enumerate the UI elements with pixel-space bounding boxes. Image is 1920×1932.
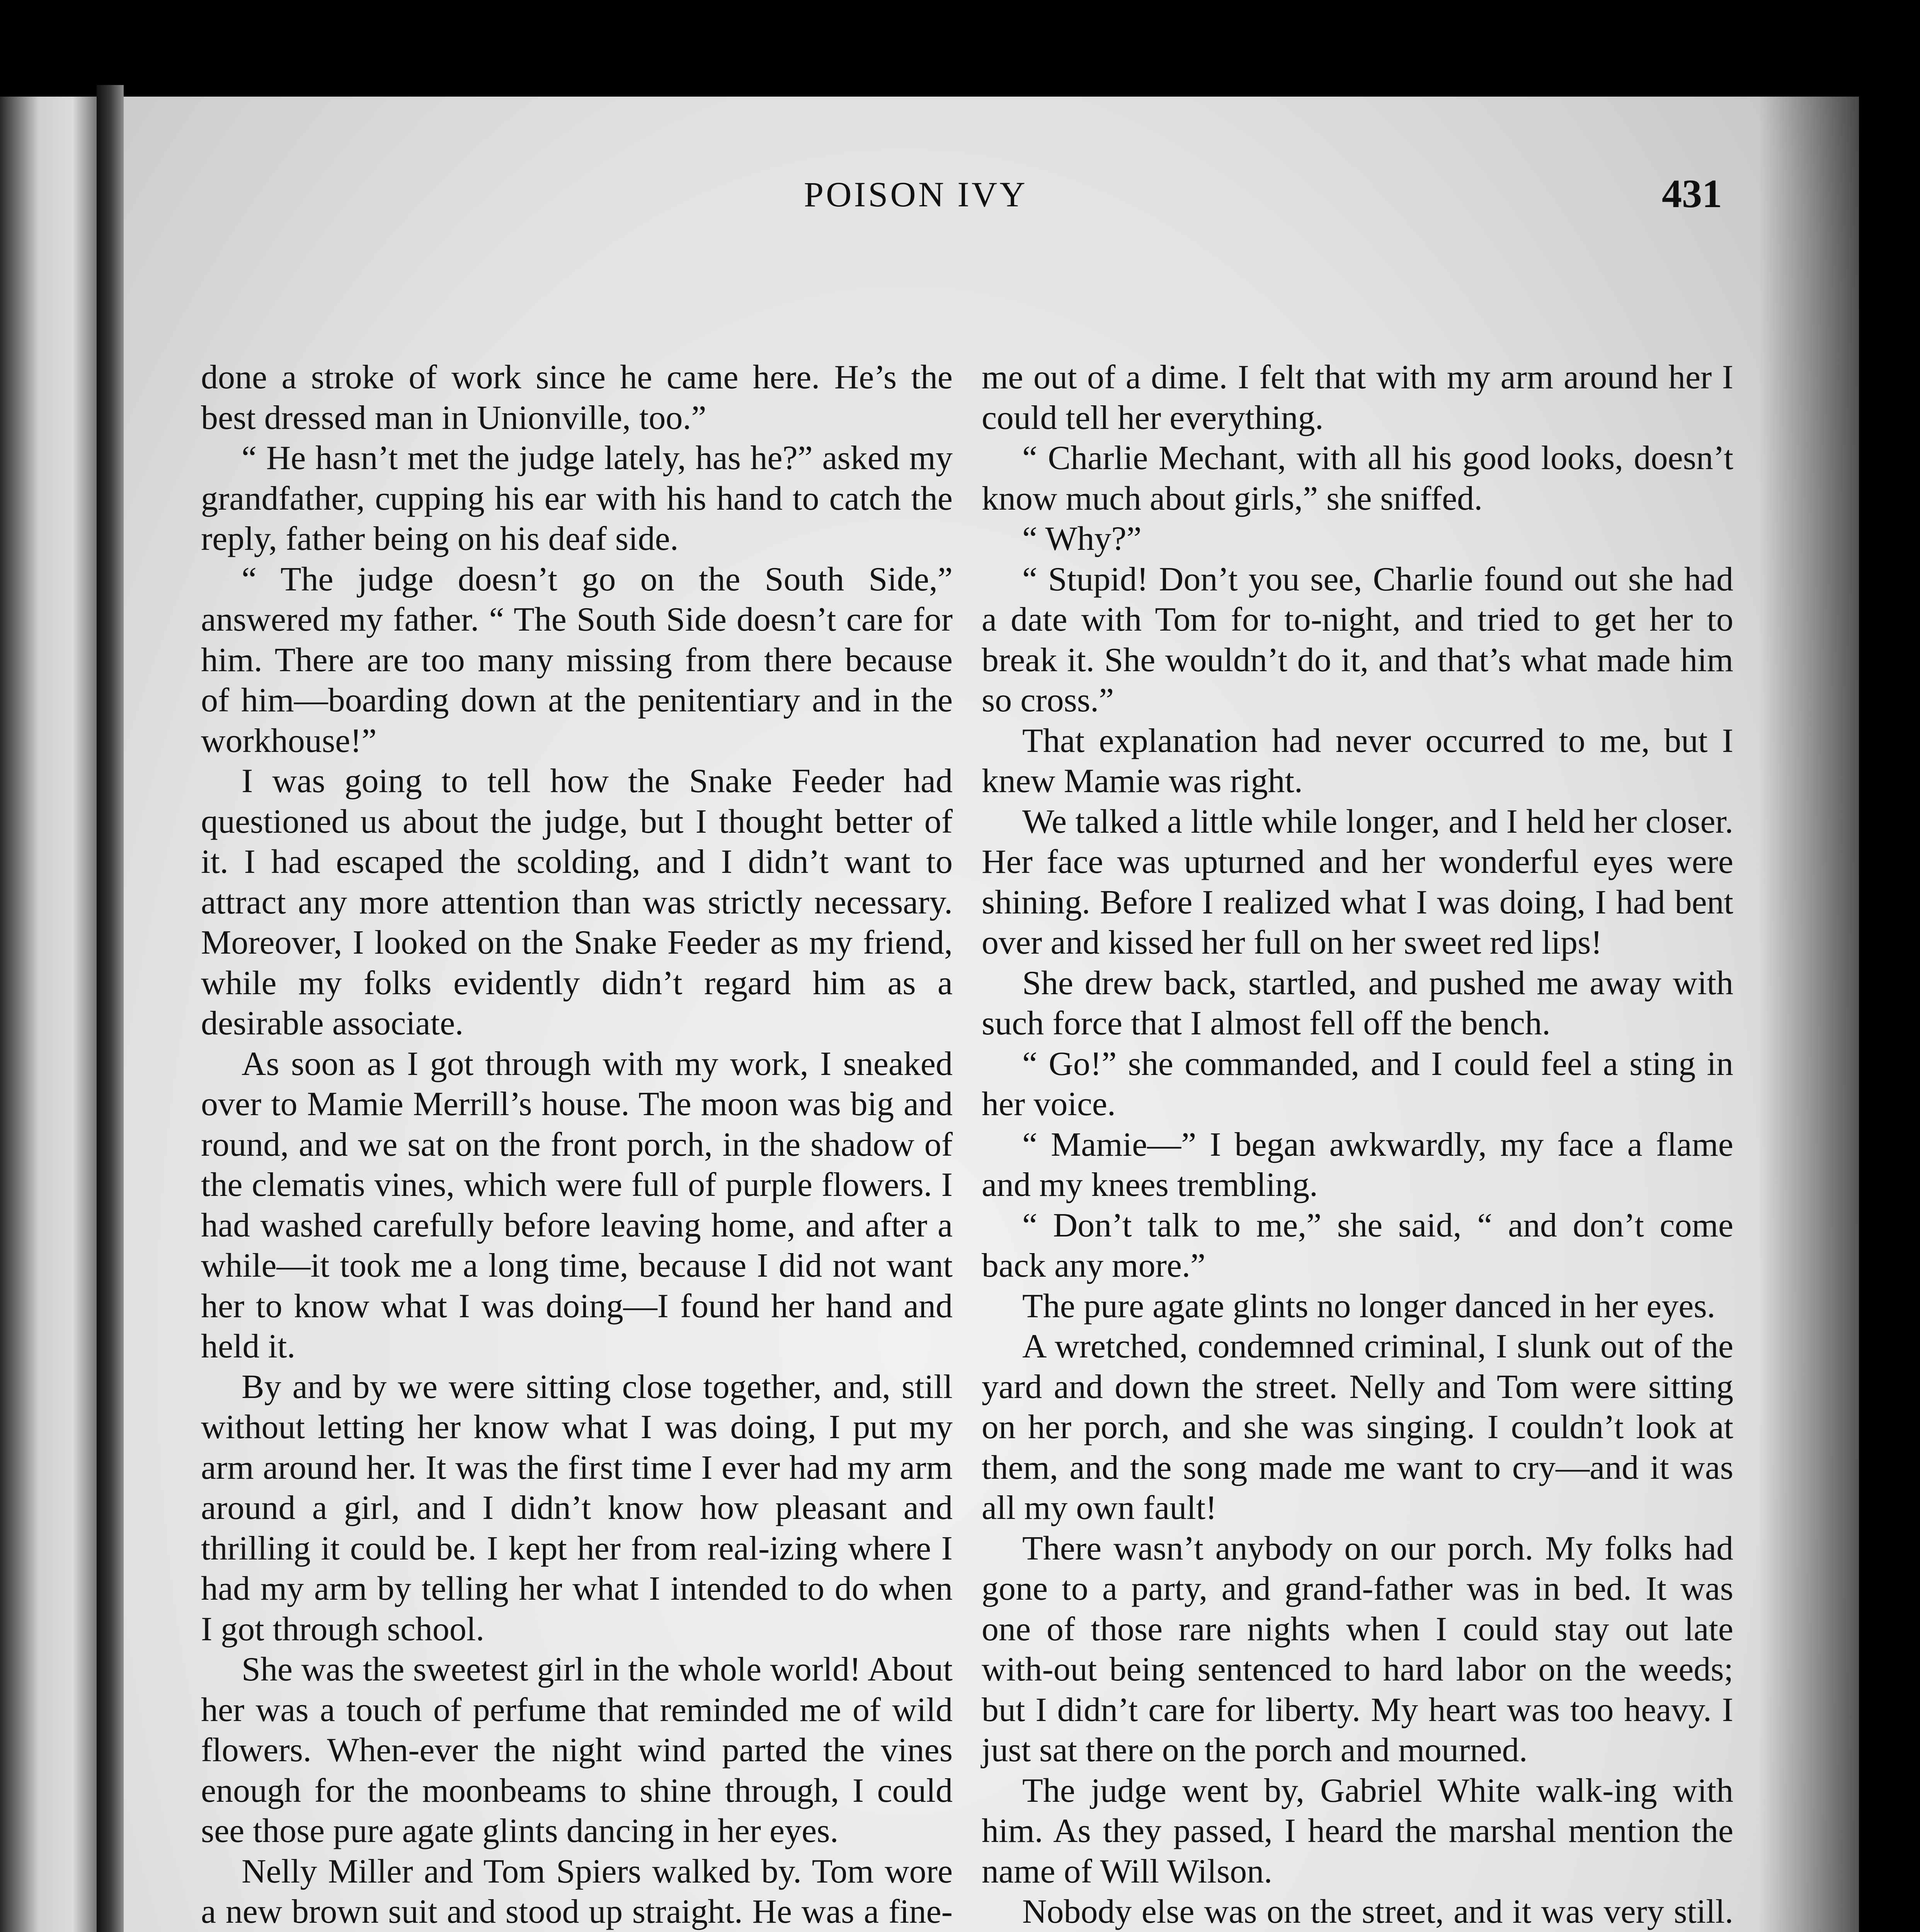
paragraph: “ He hasn’t met the judge lately, has he?” asked my grandfather, cupping his ear with his hand to catch the reply, father being on his deaf side. xyxy=(201,439,953,558)
paragraph: I was going to tell how the Snake Feeder had questioned us about the judge, but I thought better of it. I had escaped the scolding, and I didn’t want to attract any more attention than was strictly necessary. Moreover, I looked on the Snake Feeder as my friend, while my folks evidently didn’t regard him as a desirable associate. xyxy=(201,762,953,1042)
paragraph: “ Charlie Mechant, with all his good looks, doesn’t know much about girls,” she sniffed. xyxy=(982,439,1733,517)
paragraph: By and by we were sitting close together, and, still without letting her know what I was doing, I put my arm around her. It was the first time I ever had my arm around a girl, and I didn’t know how pleasant and thrilling it could be. I kept her from real-izing where I had my arm by telling her what I intended to do when I got through school. xyxy=(201,1368,953,1648)
paragraph: There wasn’t anybody on our porch. My folks had gone to a party, and grand-father was in bed. It was one of those rare nights when I could stay out late with-out being sentenced to hard labor on the weeds; but I didn’t care for liberty. My heart was too heavy. I just sat there on the porch and mourned. xyxy=(982,1529,1733,1769)
paragraph: She drew back, startled, and pushed me away with such force that I almost fell off the bench. xyxy=(982,964,1733,1042)
paragraph: “ Why?” xyxy=(1022,520,1142,558)
page-number: 431 xyxy=(1662,172,1722,216)
paragraph: As soon as I got through with my work, I sneaked over to Mamie Merrill’s house. The moon was big and round, and we sat on the front porch, in the shadow of the clematis vines, which were full of purple flowers. I had washed carefully before leaving home, and after a while—it took me a long time, because I did not want her to know what I was doing—I found her hand and held it. xyxy=(201,1045,953,1365)
paragraph: me out of a dime. I felt that with my arm around her I could tell her everything. xyxy=(982,359,1733,437)
paragraph: That explanation had never occurred to me, but I knew Mamie was right. xyxy=(982,722,1733,800)
left-page-edge xyxy=(0,97,97,1932)
running-title: POISON IVY xyxy=(804,175,1028,214)
page-edge-shadow xyxy=(1758,97,1859,1932)
paragraph: She was the sweetest girl in the whole world! About her was a touch of perfume that reminded me of wild flowers. When-ever the night wind parted the vines enough for the moonbeams to shine through, I could see those pure agate glints dancing in her eyes. xyxy=(201,1651,953,1850)
paragraph: “ The judge doesn’t go on the South Side,” answered my father. “ The South Side doesn’t care for him. There are too many missing from there because of him—boarding down at the penitentiary and in the workhouse!” xyxy=(201,560,953,760)
paragraph: “ Go!” she commanded, and I could feel a sting in her voice. xyxy=(982,1045,1733,1123)
right-text-column xyxy=(982,357,1733,1932)
paragraph: Nelly Miller and Tom Spiers walked by. Tom wore a new brown suit and stood up straight. He was a fine- xyxy=(201,1852,953,1930)
paragraph: Nobody else was on the street, and it was very still. xyxy=(1022,1893,1733,1930)
running-head xyxy=(124,174,1859,240)
paragraph: We talked a little while longer, and I held her closer. Her face was upturned and her wonderful eyes were shining. Before I realized what I was doing, I had bent over and kissed her full on her sweet red lips! xyxy=(982,803,1733,961)
paragraph: A wretched, condemned criminal, I slunk out of the yard and down the street. Nelly and Tom were sitting on her porch, and she was singing. I couldn’t look at them, and the song made me want to cry—and it was all my own fault! xyxy=(982,1328,1733,1527)
paragraph: The judge went by, Gabriel White walk-ing with him. As they passed, I heard the marshal mention the name of Will Wilson. xyxy=(982,1772,1733,1890)
paragraph: done a stroke of work since he came here. He’s the best dressed man in Unionville, too.” xyxy=(201,359,953,437)
book-gutter xyxy=(97,85,124,1932)
paragraph: “ Mamie—” I began awkwardly, my face a flame and my knees trembling. xyxy=(982,1126,1733,1204)
paragraph: The pure agate glints no longer danced in her eyes. xyxy=(1022,1287,1716,1325)
paragraph: “ Stupid! Don’t you see, Charlie found out she had a date with Tom for to-night, and tried to get her to break it. She wouldn’t do it, and that’s what made him so cross.” xyxy=(982,560,1733,719)
paragraph: “ Don’t talk to me,” she said, “ and don’t come back any more.” xyxy=(982,1206,1733,1284)
left-text-column xyxy=(201,357,953,1932)
